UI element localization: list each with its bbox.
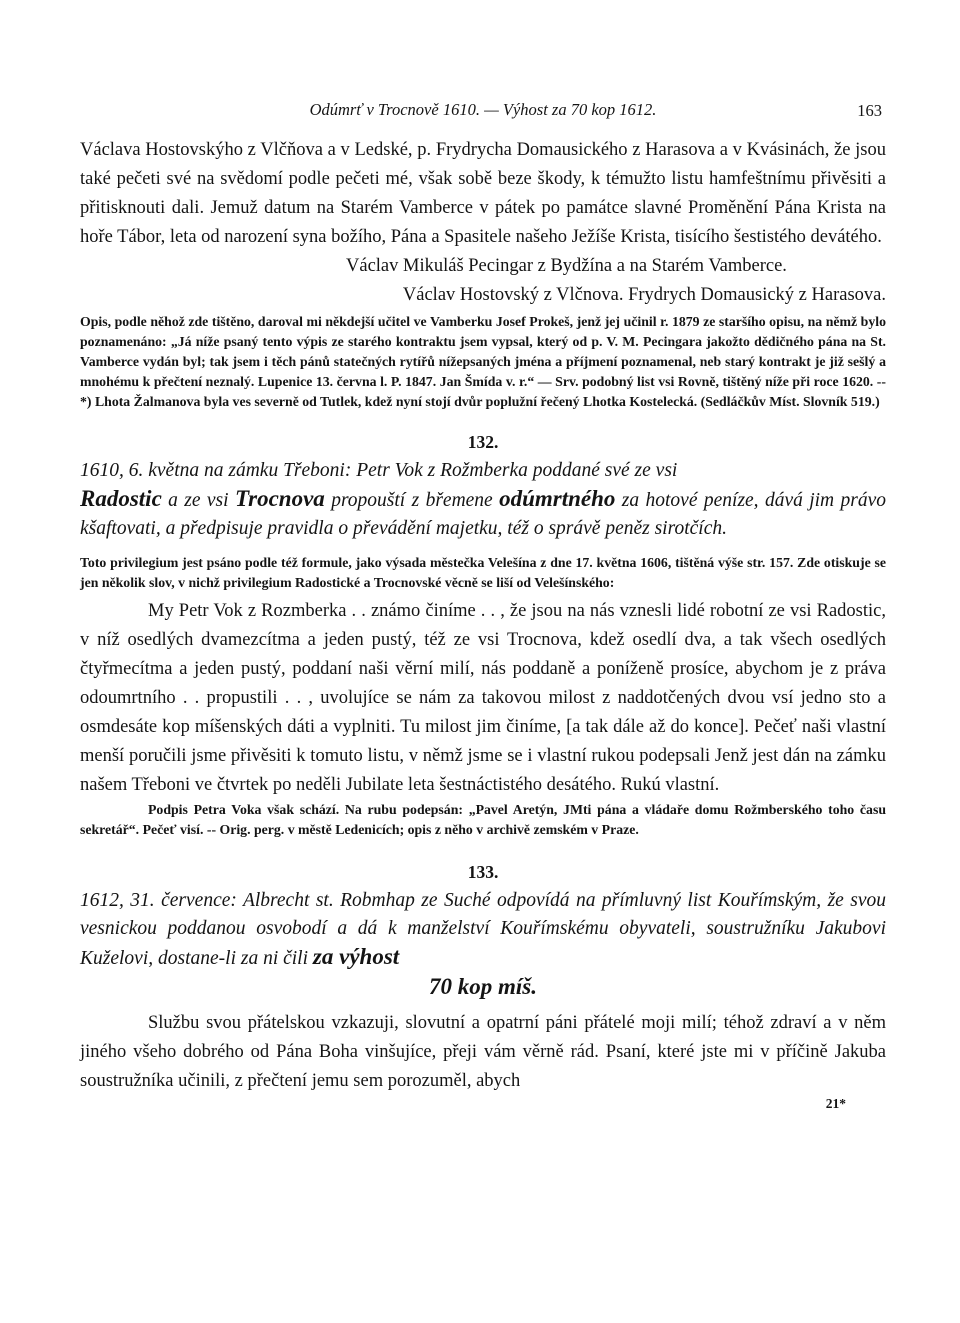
doc132-regest-part2: a ze vsi <box>161 490 235 511</box>
doc131-signature-line-2: Václav Hostovský z Vlčnova. Frydrych Domausický z Harasova. <box>402 285 886 305</box>
doc132-regest-part1: 1610, 6. května na zámku Třeboni: Petr Vok z Rožmberka poddané své ze vsi <box>80 460 678 481</box>
doc132-regest-part4: za hotové peníze, dává jim právo kšaftovati, a předpisuje pravidla o převádění majetku, též o správě peněz sirotčích. <box>80 490 887 539</box>
document-131-end <box>80 136 886 412</box>
document-132 <box>80 432 886 840</box>
doc132-regest <box>80 457 886 543</box>
doc132-body-text: My Petr Vok z Rozmberka . . známo činíme . . , že jsou na nás vznesli lidé robotní ze vsi Radostic, v níž osedlých dvamezcítma a jeden pustý, též ze vsi Trocnova, kdež osedlí dva, a tak všech osedlých čtyřmecítma a jeden pustý, poddaní naši věrní milí, nás poddaně a poníženě prosíce, abychom je z práva odoumrtního . . propustili . . , uvolujíce se nám za takovou milost z naddotčených dvou vsí jedno sto a osmdesáte kop míšenských dáti a vyplniti. Tu milost jim činíme, [a tak dále až do konce]. Pečeť naši vlastní menší poručili jsme přivěsiti k tomuto listu, v němž jsme se i vlastní rukou podepsali Jenž jest dán na zámku našem Třeboni ve čtvrtek po neděli Jubilate leta šestnáctistého desátého. Rukú vlastní. <box>80 601 886 795</box>
doc132-regest-radostic: Radostic <box>80 486 162 511</box>
doc133-regest-amount-line <box>80 973 886 1003</box>
document-page <box>80 100 886 1112</box>
signature-pecingar: Václav Mikuláš Pecingar z Bydžína a na Starém Vamberce. <box>346 256 787 276</box>
doc132-number: 132. <box>467 432 499 452</box>
doc133-number: 133. <box>467 862 499 882</box>
doc131-signature-line-1 <box>80 252 886 281</box>
doc131-editorial-note: Opis, podle něhož zde tištěno, daroval mi někdejší učitel ve Vamberku Josef Prokeš, jenž jej učinil r. 1879 ze staršího opisu, na němž bylo poznamenáno: „Já níže psaný tento výpis ze starého kontraktu jsem vypsal, který od p. V. M. Pecingara jakožto dědičného pána na St. Vamberce vydán byl; tak jsem i těch pánů statečných rytířů nížepsaných jména a příjmení poznamenal, neb starý kontrakt je již sešlý a mnohému k přečtení neznalý. Lupenice 13. června l. P. 1847. Jan Šmída v. r.“ — Srv. podobný list vsi Rovně, tištěný níže při roce 1620. -- *) Lhota Žalmanova byla ves severně od Tutlek, kdež nyní stojí dvůr poplužní řečený Lhotka Kostelecká. (Sedláčkův Míst. Slovník 519.) <box>80 314 886 409</box>
document-133 <box>80 862 886 1096</box>
running-title: Odúmrť v Trocnově 1610. — Výhost za 70 kop 1612. <box>309 100 657 119</box>
doc133-regest-part1: 1612, 31. července: Albrecht st. Robmhap ze Suché odpovídá na přímluvný list Kouřímským, že svou vesnickou poddanou osvobodí a dá k manželství Kouřímskému obyvateli, soustružníku Jakubovi Kuželovi, dostane-li za ni čili <box>80 890 886 969</box>
doc131-body-text: Václava Hostovskýho z Vlčňova a v Ledské, p. Frydrycha Domausického z Harasova a v Kvásinách, že jsou také pečeti své na svědomí podle pečeti mé, však sobě beze škody, k témužto listu hamfeštnímu přivěsiti a přitisknouti dali. Jemuž datum na Starém Vamberce v pátek po památce slavné Proměnění Pána Krista na hoře Tábor, leta od narození syna božího, Pána a Spasitele našeho Ježíše Krista, tisícího šestistého devátého. <box>80 140 886 247</box>
doc133-regest-vyhost: za výhost <box>312 944 400 969</box>
doc133-body-text: Službu svou přátelskou vzkazuji, slovutní a opatrní páni přátelé moji milí; téhož zdraví a v něm jiného všeho dobrého od Pána Boha vinšujíce, přeji vám věrně rád. Psaní, které jste mi v příčině Jakuba soustružníka učinili, z přečtení jemu sem porozuměl, abych <box>80 1013 886 1091</box>
doc132-editorial-note: Podpis Petra Voka však schází. Na rubu podepsán: „Pavel Aretýn, JMti pána a vládaře domu Rožmberského toho času sekretář“. Pečeť visí. -- Orig. perg. v městě Ledenicích; opis z něho v archivě zemském v Praze. <box>80 802 886 837</box>
doc132-regest-trocnova: Trocnova <box>234 486 325 511</box>
doc132-regest-part3: propouští z břemene <box>324 490 500 511</box>
doc133-regest <box>80 887 886 973</box>
doc132-regest-odumrtneho: odúmrtného <box>499 486 616 511</box>
doc133-regest-amount: 70 kop míš. <box>429 974 537 999</box>
page-number: 163 <box>857 101 882 120</box>
page-header <box>80 100 886 136</box>
doc132-intro-note: Toto privilegium jest psáno podle též formule, jako výsada městečka Velešína z dne 17. května 1606, tištěná výše str. 157. Zde otiskuje se jen několik slov, v nichž privilegium Radostické a Trocnovské věcně se liší od Velešínského: <box>80 555 886 590</box>
signature-mark: 21* <box>825 1096 846 1111</box>
